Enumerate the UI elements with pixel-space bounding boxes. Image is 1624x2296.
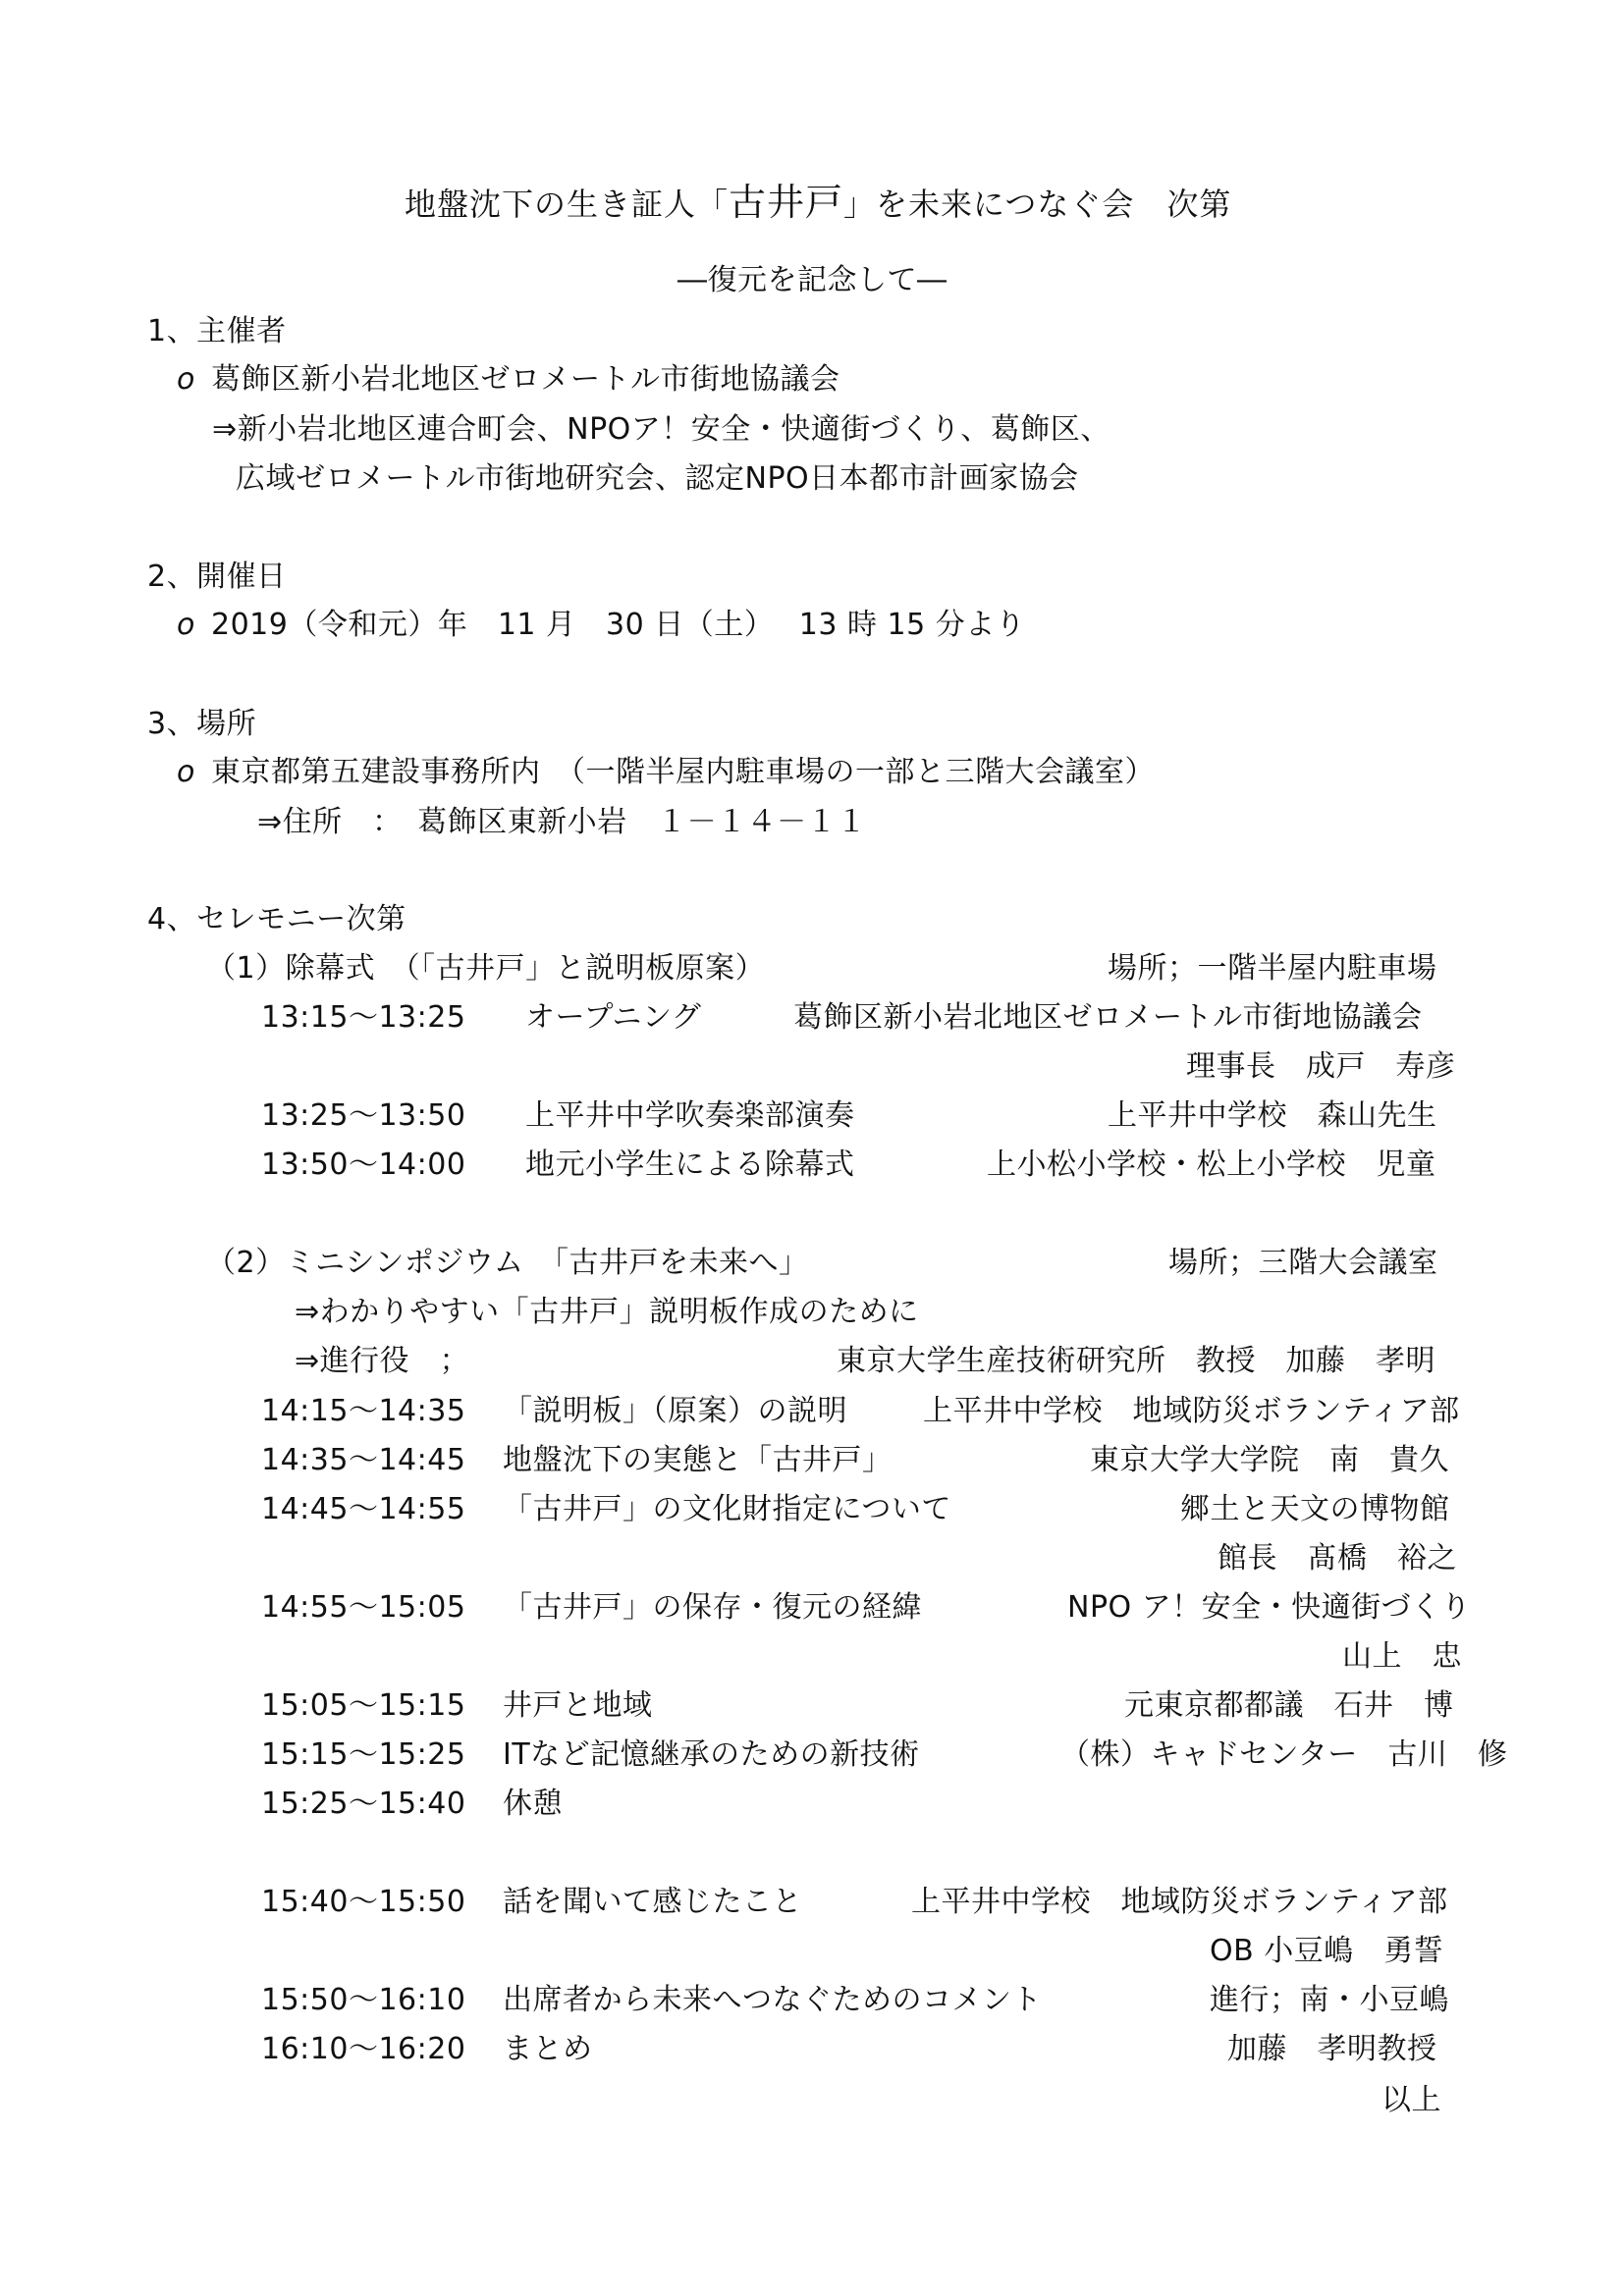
schedule-presenter: 元東京都都議 石井 博 (1124, 1688, 1454, 1723)
part2-place: 場所；三階大会議室 (1168, 1246, 1438, 1280)
schedule-item: 井戸と地域 (503, 1688, 653, 1723)
title-suffix: 」を未来につなぐ会 次第 (843, 186, 1232, 223)
schedule-item: 「古井戸」の文化財指定について (503, 1492, 951, 1526)
schedule-time: 13:25～13:50 (261, 1098, 466, 1133)
schedule-presenter: 上平井中学校 地域防災ボランティア部 (911, 1885, 1448, 1919)
schedule-presenter-2: 理事長 成戸 寿彦 (1186, 1049, 1456, 1084)
bullet: o (177, 362, 195, 397)
organizer-cosponsors-2: 広域ゼロメートル市街地研究会、認定NPO日本都市計画家協会 (236, 461, 1079, 496)
title-emphasis: 古井戸 (729, 181, 844, 224)
schedule-time: 13:15～13:25 (261, 1000, 466, 1035)
section-heading-ceremony: 4、セレモニー次第 (147, 902, 406, 936)
section-heading-organizer: 1、主催者 (147, 314, 287, 348)
part2-heading: （2）ミニシンポジウム 「古井戸を未来へ」 (206, 1246, 809, 1280)
page-subtitle: ―復元を記念して― (677, 263, 947, 297)
schedule-time: 15:50～16:10 (261, 1983, 466, 2017)
closing-remark: 以上 (1381, 2083, 1441, 2117)
section-heading-place: 3、場所 (147, 707, 257, 741)
schedule-presenter: 上小松小学校・松上小学校 児童 (987, 1148, 1436, 1182)
schedule-presenter: 加藤 孝明教授 (1227, 2032, 1437, 2066)
venue: 東京都第五建設事務所内 （一階半屋内駐車場の一部と三階大会議室） (211, 755, 1155, 789)
part2-purpose: ⇒わかりやすい「古井戸」説明板作成のために (295, 1295, 919, 1329)
schedule-time: 15:05～15:15 (261, 1688, 466, 1723)
schedule-presenter: 上平井中学校 森山先生 (1108, 1098, 1437, 1133)
schedule-presenter: 進行；南・小豆嶋 (1210, 1983, 1449, 2017)
bullet: o (177, 608, 195, 642)
part1-heading: （1）除幕式 （「古井戸」と説明板原案） (206, 951, 766, 986)
organizer-main: 葛飾区新小岩北地区ゼロメートル市街地協議会 (211, 362, 840, 397)
event-date: 2019（令和元）年 11 月 30 日（土） 13 時 15 分より (211, 608, 1026, 642)
schedule-time: 14:35～14:45 (261, 1443, 466, 1477)
schedule-item: まとめ (503, 2032, 593, 2066)
schedule-time: 13:50～14:00 (261, 1148, 466, 1182)
schedule-item: オープニング (525, 1000, 702, 1035)
schedule-presenter: NPO ア！安全・快適街づくり (1067, 1590, 1472, 1625)
schedule-presenter-2: OB 小豆嶋 勇誓 (1210, 1934, 1444, 1968)
schedule-time: 15:40～15:50 (261, 1885, 466, 1919)
part1-place: 場所；一階半屋内駐車場 (1108, 951, 1437, 986)
bullet: o (177, 755, 195, 789)
schedule-item: 休憩 (503, 1787, 563, 1821)
schedule-item: 「古井戸」の保存・復元の経緯 (503, 1590, 922, 1625)
schedule-time: 14:55～15:05 (261, 1590, 466, 1625)
schedule-time: 15:15～15:25 (261, 1737, 466, 1772)
schedule-time: 15:25～15:40 (261, 1787, 466, 1821)
organizer-cosponsors: ⇒新小岩北地区連合町会、NPOア！安全・快適街づくり、葛飾区、 (212, 412, 1110, 447)
schedule-item: 「説明板」（原案）の説明 (503, 1394, 847, 1428)
schedule-presenter-2: 山上 忠 (1342, 1639, 1462, 1674)
schedule-item: 出席者から未来へつなぐためのコメント (503, 1983, 1042, 2017)
schedule-time: 16:10～16:20 (261, 2032, 466, 2066)
moderator-name: 東京大学生産技術研究所 教授 加藤 孝明 (837, 1344, 1435, 1378)
schedule-time: 14:45～14:55 (261, 1492, 466, 1526)
schedule-time: 14:15～14:35 (261, 1394, 466, 1428)
schedule-presenter: 郷土と天文の博物館 (1180, 1492, 1450, 1526)
schedule-item: 地盤沈下の実態と「古井戸」 (503, 1443, 893, 1477)
schedule-presenter: 葛飾区新小岩北地区ゼロメートル市街地協議会 (793, 1000, 1423, 1035)
schedule-item: ITなど記憶継承のための新技術 (503, 1737, 920, 1772)
section-heading-date: 2、開催日 (147, 560, 287, 594)
moderator-label: ⇒進行役 ； (295, 1344, 470, 1378)
schedule-item: 地元小学生による除幕式 (525, 1148, 855, 1182)
schedule-presenter: （株）キャドセンター 古川 修 (1060, 1737, 1508, 1772)
schedule-item: 上平井中学吹奏楽部演奏 (525, 1098, 855, 1133)
schedule-presenter: 東京大学大学院 南 貴久 (1090, 1443, 1449, 1477)
page-title (405, 183, 1231, 224)
title-prefix: 地盤沈下の生き証人「 (405, 186, 730, 223)
schedule-item: 話を聞いて感じたこと (503, 1885, 802, 1919)
schedule-presenter-2: 館長 髙橋 裕之 (1218, 1541, 1457, 1575)
schedule-presenter: 上平井中学校 地域防災ボランティア部 (923, 1394, 1460, 1428)
venue-address: ⇒住所 ： 葛飾区東新小岩 １－１４－１１ (257, 805, 867, 839)
